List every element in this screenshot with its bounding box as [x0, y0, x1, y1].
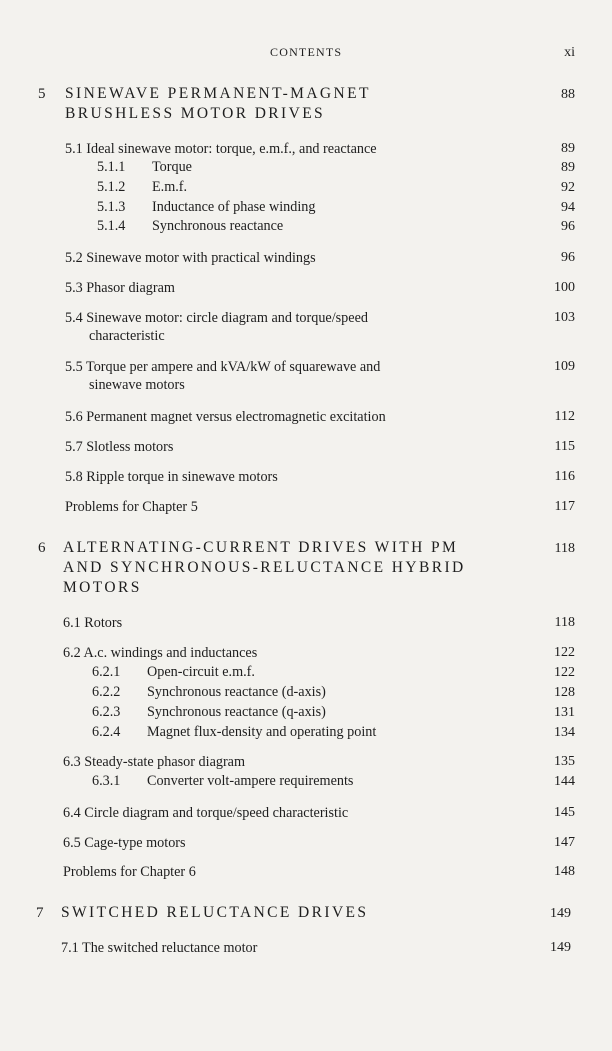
subsection-page: 144	[554, 774, 575, 789]
subsection-page: 96	[561, 219, 575, 234]
chapter-page: 149	[550, 906, 571, 921]
section-title: 5.3 Phasor diagram	[65, 280, 175, 296]
section-title: 6.3 Steady-state phasor diagram	[63, 754, 246, 770]
subsection-title: 5.1.1 Torque	[97, 159, 192, 175]
subsection-title: 5.1.3 Inductance of phase winding	[97, 199, 316, 215]
problems-page: 117	[554, 499, 575, 514]
running-header-title: CONTENTS	[270, 45, 343, 59]
subsection-page: 122	[554, 665, 575, 680]
section-page: 122	[554, 645, 575, 660]
subsection-page: 128	[554, 685, 575, 700]
section-page: 96	[561, 250, 575, 265]
section-title: 6.4 Circle diagram and torque/speed characteristic	[63, 805, 349, 821]
section-page: 135	[554, 754, 575, 769]
subsection-page: 94	[561, 200, 575, 215]
section-title: 5.6 Permanent magnet versus electromagnetic excitation	[65, 409, 386, 425]
section-page: 116	[554, 469, 575, 484]
chapter-title: SWITCHED RELUCTANCE DRIVES	[61, 904, 369, 921]
chapter-title: SINEWAVE PERMANENT-MAGNET BRUSHLESS MOTOR DRIVES	[65, 85, 371, 122]
problems-page: 148	[554, 864, 575, 879]
section-page: 115	[554, 439, 575, 454]
problems-title: Problems for Chapter 6	[63, 864, 196, 880]
running-header-page: xi	[564, 45, 575, 60]
section-title: 5.8 Ripple torque in sinewave motors	[65, 469, 278, 485]
chapter-number: 6	[38, 540, 46, 556]
subsection-page: 92	[561, 180, 575, 195]
section-page: 112	[554, 409, 575, 424]
subsection-page: 89	[561, 160, 575, 175]
section-page: 89	[561, 141, 575, 156]
section-title: 5.7 Slotless motors	[65, 439, 174, 455]
subsection-title: 6.2.1 Open-circuit e.m.f.	[92, 664, 255, 680]
subsection-title: 5.1.4 Synchronous reactance	[97, 218, 284, 234]
section-page: 145	[554, 805, 575, 820]
subsection-page: 134	[554, 725, 575, 740]
chapter-number: 7	[36, 905, 44, 921]
section-title: 5.2 Sinewave motor with practical windings	[65, 250, 316, 266]
subsection-title: 6.2.2 Synchronous reactance (d-axis)	[92, 684, 326, 700]
section-title: 6.5 Cage-type motors	[63, 835, 186, 851]
subsection-title: 6.3.1 Converter volt-ampere requirements	[92, 773, 354, 789]
chapter-page: 118	[554, 541, 575, 556]
section-page: 103	[554, 310, 575, 325]
subsection-page: 131	[554, 705, 575, 720]
section-page: 100	[554, 280, 575, 295]
section-title: 5.4 Sinewave motor: circle diagram and torque/speed characteristic	[65, 310, 368, 344]
section-title: 5.1 Ideal sinewave motor: torque, e.m.f., and reactance	[65, 141, 377, 157]
subsection-title: 6.2.4 Magnet flux-density and operating point	[92, 724, 377, 740]
subsection-title: 6.2.3 Synchronous reactance (q-axis)	[92, 704, 326, 720]
subsection-title: 5.1.2 E.m.f.	[97, 179, 188, 195]
chapter-number: 5	[38, 86, 46, 102]
section-page: 118	[554, 615, 575, 630]
chapter-page: 88	[561, 87, 575, 102]
section-title: 5.5 Torque per ampere and kVA/kW of squarewave and sinewave motors	[65, 359, 381, 393]
chapter-title: ALTERNATING-CURRENT DRIVES WITH PM AND SYNCHRONOUS-RELUCTANCE HYBRID MOTORS	[63, 539, 466, 596]
section-title: 6.1 Rotors	[63, 615, 123, 631]
section-page: 149	[550, 940, 571, 955]
problems-title: Problems for Chapter 5	[65, 499, 198, 515]
section-title: 7.1 The switched reluctance motor	[61, 940, 258, 956]
section-title: 6.2 A.c. windings and inductances	[63, 645, 258, 661]
section-page: 147	[554, 835, 575, 850]
section-page: 109	[554, 359, 575, 374]
